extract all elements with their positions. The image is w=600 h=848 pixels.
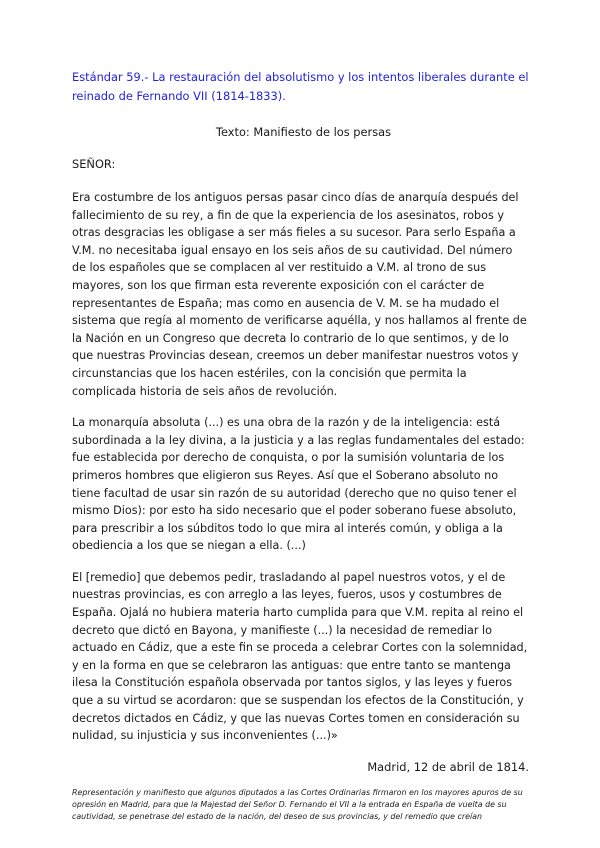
paragraph-2: La monarquía absoluta (...) es una obra de la razón y de la inteligencia: está subordinada a la ley divina, a la justicia y a las reglas fundamentales del estado: fue establecida por derecho de conquista, o por la sumisión voluntaria de los primeros hombres que eligieron sus Reyes. Así que el Soberano absoluto no tiene facultad de usar sin razón de su autoridad (derecho que no quiso tener el mismo Dios): por esto ha sido necesario que el poder soberano fuese absoluto, para prescribir a los súbditos todo lo que mira al interés común, y obliga a la obediencia a los que se niegan a ella. (...) <box>72 416 525 553</box>
document-heading: Estándar 59.- La restauración del absolutismo y los intentos liberales durante el reinado de Fernando VII (1814-1833). <box>72 70 529 103</box>
source-note: Representación y manifiesto que algunos diputados a las Cortes Ordinarias firmaron en los mayores apuros de su opresión en Madrid, para que la Majestad del Señor D. Fernando el VII a la entrada en España de vuelta de su cautividad, se penetrase del estado de la nación, del deseo de sus provincias, y del remedio que creían <box>72 787 523 822</box>
document-page <box>72 68 529 823</box>
text-subtitle: Texto: Manifiesto de los persas <box>215 125 392 139</box>
paragraph-3: El [remedio] que debemos pedir, trasladando al papel nuestros votos, y el de nuestras provincias, es con arreglo a las leyes, fueros, usos y costumbres de España. Ojalá no hubiera materia harto cumplida para que V.M. repita al reino el decreto que dictó en Bayona, y manifieste (...) la necesidad de remediar lo actuado en Cádiz, que a este fin se proceda a celebrar Cortes con la solemnidad, y en la forma en que se celebraron las antiguas: que entre tanto se mantenga ilesa la Constitución española observada por tantos siglos, y las leyes y fueros que a su virtud se acordaron: que se suspendan los efectos de la Constitución, y decretos dictados en Cádiz, y que las nuevas Cortes tomen en consideración su nulidad, su injusticia y sus inconvenientes (...)» <box>72 570 528 743</box>
paragraph-1: Era costumbre de los antiguos persas pasar cinco días de anarquía después del fallecimiento de su rey, a fin de que la experiencia de los asesinatos, robos y otras desgracias les obligase a ser más fieles a su sucesor. Para serlo España a V.M. no necesitaba igual ensayo en los seis años de su cautividad. Del número de los españoles que se complacen al ver restituido a V.M. al trono de sus mayores, son los que firman esta reverente exposición con el carácter de representantes de España; mas como en ausencia de V. M. se ha mudado el sistema que regía al momento de verificarse aquélla, y nos hallamos al frente de la Nación en un Congreso que decreta lo contrario de lo que sentimos, y de lo que nuestras Provincias desean, creemos un deber manifestar nuestros votos y circunstancias que los hacen estériles, con la concisión que permita la complicada historia de seis años de revolución. <box>72 191 527 398</box>
signoff-date: Madrid, 12 de abril de 1814. <box>367 759 529 774</box>
salutation: SEÑOR: <box>72 157 116 171</box>
